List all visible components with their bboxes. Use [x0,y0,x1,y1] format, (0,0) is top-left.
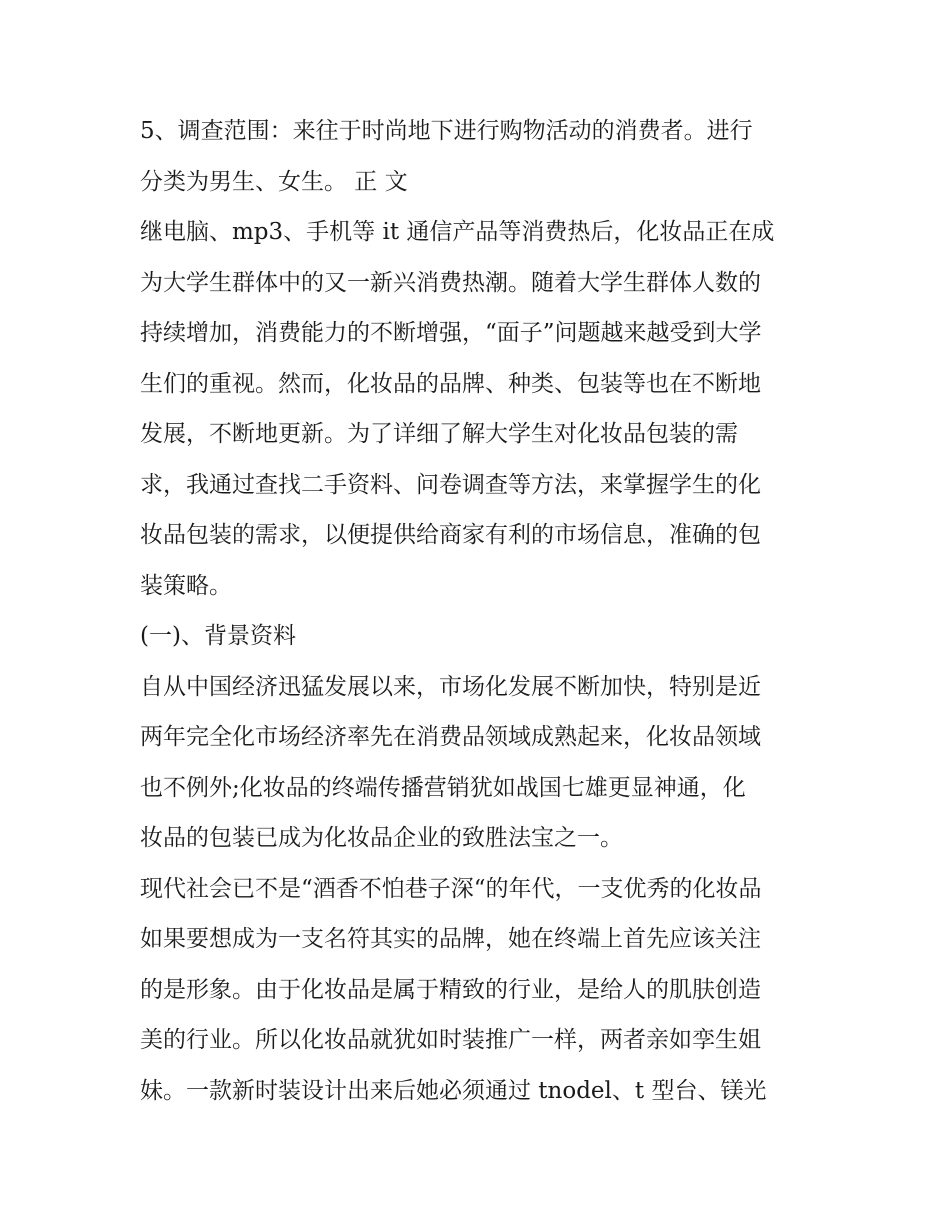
text-line: 现代社会已不是“酒香不怕巷子深“的年代，一支优秀的化妆品 [140,875,762,902]
text-line: 妆品的包装已成为化妆品企业的致胜法宝之一。 [140,825,623,851]
section-heading: (一)、背景资料 [140,623,296,649]
text-line: 也不例外;化妆品的终端传播营销犹如战国七雄更显神通，化 [140,774,746,801]
text-line: 分类为男生、女生。 正 文 [140,168,408,195]
text-line: 为大学生群体中的又一新兴消费热潮。随着大学生群体人数的 [140,269,761,296]
text-line: 持续增加，消费能力的不断增强，“面子”问题越来越受到大学 [140,320,762,346]
text-line: 美的行业。所以化妆品就犹如时装推广一样，两者亲如孪生姐 [140,1027,761,1053]
text-line: 两年完全化市场经济率先在消费品领域成熟起来，化妆品领域 [140,724,761,750]
text-line: 妹。一款新时装设计出来后她必须通过 tnodel、t 型台、镁光 [140,1077,767,1104]
text-line: 发展，不断地更新。为了详细了解大学生对化妆品包装的需 [140,421,738,447]
text-line: 自从中国经济迅猛发展以来，市场化发展不断加快，特别是近 [140,673,761,700]
text-line: 继电脑、mp3、手机等 it 通信产品等消费热后，化妆品正在成 [140,219,775,245]
text-line: 的是形象。由于化妆品是属于精致的行业，是给人的肌肤创造 [140,976,761,1003]
text-line: 5、调查范围：来往于时尚地下进行购物活动的消费者。进行 [140,118,753,144]
text-line: 求，我通过查找二手资料、问卷调查等方法，来掌握学生的化 [140,471,761,498]
text-line: 妆品包装的需求，以便提供给商家有利的市场信息，准确的包 [140,522,761,548]
text-line: 装策略。 [140,572,232,599]
document-body [140,106,815,1116]
text-line: 生们的重视。然而，化妆品的品牌、种类、包装等也在不断地 [140,370,761,397]
text-line: 如果要想成为一支名符其实的品牌，她在终端上首先应该关注 [140,926,761,952]
